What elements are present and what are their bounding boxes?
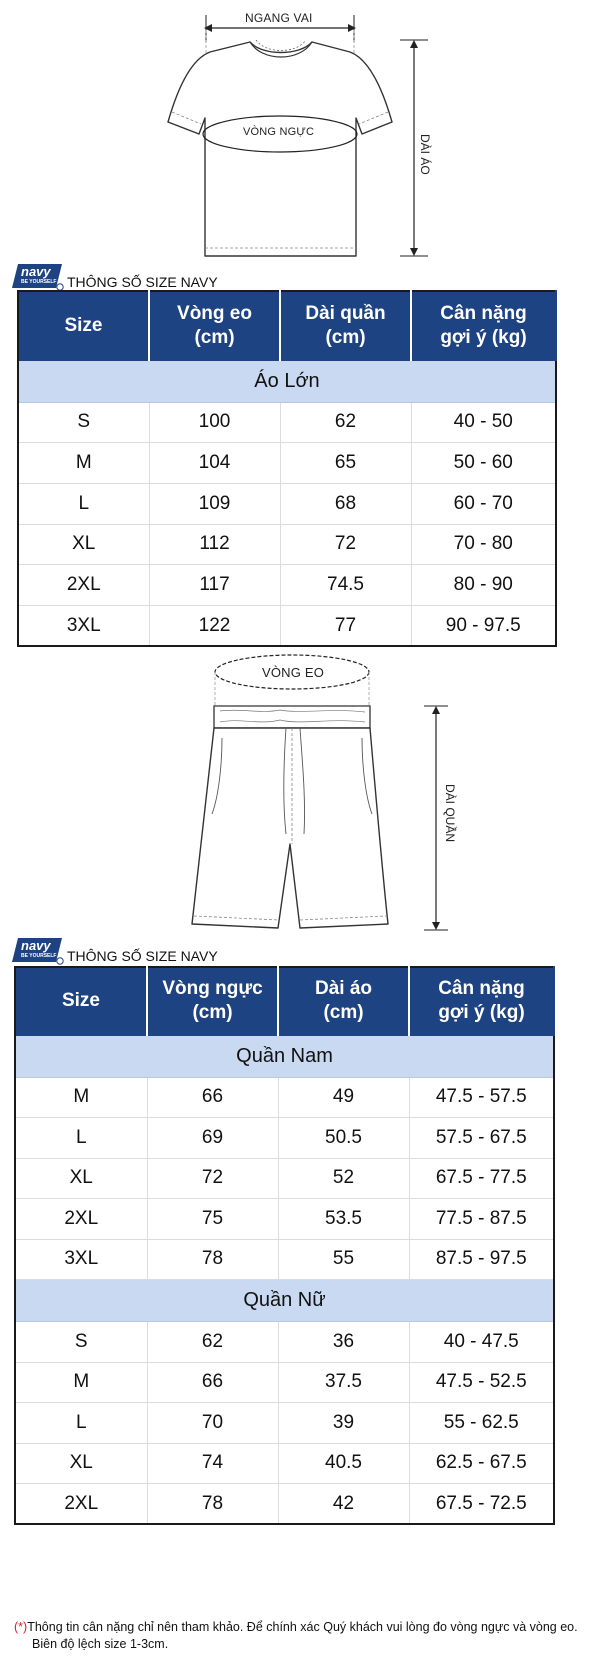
table-cell: 112 [149,524,280,565]
navy-logo [12,262,64,292]
shorts-length-label: DÀI QUẦN [443,784,457,843]
navy-logo [12,936,64,966]
table-row [18,402,556,443]
table-cell: 104 [149,443,280,484]
logo-tagline: BE YOURSELF [21,279,57,285]
table-row [15,1239,554,1280]
table-cell: S [18,402,149,443]
header-size: Size [18,291,149,360]
table-cell: 36 [278,1322,409,1363]
table-cell: 62 [147,1322,278,1363]
table-cell: 75 [147,1199,278,1240]
size-table-shorts [14,966,555,1525]
shorts-diagram [0,648,600,934]
table-row [15,1199,554,1240]
group-row [15,1035,554,1077]
table-cell: 49 [278,1077,409,1118]
size-table-tops [17,290,557,647]
footnote-marker: (*) [14,1620,28,1634]
logo-text: navy [21,938,51,953]
group-row [18,360,556,402]
table-cell: 68 [280,483,411,524]
header-weight: Cân nặng gợi ý (kg) [409,967,554,1035]
group-title: Áo Lớn [18,360,556,402]
table-cell: 67.5 - 77.5 [409,1158,554,1199]
table-cell: 66 [147,1362,278,1403]
table-row [15,1484,554,1525]
table-cell: 70 [147,1403,278,1444]
table-cell: 117 [149,565,280,606]
table-cell: 77 [280,605,411,646]
table-cell: 72 [280,524,411,565]
logo-text: navy [21,264,51,279]
table-cell: 80 - 90 [411,565,556,606]
table-cell: 42 [278,1484,409,1525]
header-weight: Cân nặng gợi ý (kg) [411,291,556,360]
table-heading: THÔNG SỐ SIZE NAVY [67,274,218,290]
table-cell: 74 [147,1443,278,1484]
shirt-diagram [0,0,600,262]
table-cell: 100 [149,402,280,443]
table-row [18,483,556,524]
table-cell: 87.5 - 97.5 [409,1239,554,1280]
table-cell: 65 [280,443,411,484]
table-cell: 74.5 [280,565,411,606]
table-cell: 69 [147,1118,278,1159]
table-cell: 47.5 - 57.5 [409,1077,554,1118]
table-row [18,524,556,565]
table-cell: 47.5 - 52.5 [409,1362,554,1403]
table-cell: 67.5 - 72.5 [409,1484,554,1525]
waist-label: VÒNG EO [262,665,325,680]
table-cell: 57.5 - 67.5 [409,1118,554,1159]
table-cell: 55 - 62.5 [409,1403,554,1444]
table-row [15,1322,554,1363]
table-cell: 2XL [15,1484,147,1525]
group-title: Quần Nam [15,1035,554,1077]
shirt-length-label: DÀI ÁO [418,134,432,175]
table-row [15,1158,554,1199]
table-cell: 39 [278,1403,409,1444]
table-cell: 2XL [15,1199,147,1240]
header-chest: Vòng ngực (cm) [147,967,278,1035]
table-cell: 77.5 - 87.5 [409,1199,554,1240]
table-cell: 50.5 [278,1118,409,1159]
group-title: Quần Nữ [15,1280,554,1322]
table-cell: XL [15,1158,147,1199]
table-cell: 109 [149,483,280,524]
table-cell: 40 - 50 [411,402,556,443]
table-cell: 3XL [15,1239,147,1280]
table-cell: M [15,1362,147,1403]
table-cell: 40 - 47.5 [409,1322,554,1363]
group-row [15,1280,554,1322]
table-cell: 53.5 [278,1199,409,1240]
table-cell: 40.5 [278,1443,409,1484]
shorts-illustration [0,648,600,934]
table-cell: 2XL [18,565,149,606]
header-length: Dài quần (cm) [280,291,411,360]
table-header-row [18,291,556,360]
table-cell: 60 - 70 [411,483,556,524]
footnote-line-1: Thông tin cân nặng chỉ nên tham khảo. Để chính xác Quý khách vui lòng đo vòng ngực và vòng eo. [27,1620,578,1634]
footnote-line-2: Biên độ lệch size 1-3cm. [32,1637,169,1651]
logo-tagline: BE YOURSELF [21,953,57,959]
table-cell: 52 [278,1158,409,1199]
table-cell: XL [18,524,149,565]
brand-heading [12,258,218,292]
table-cell: 122 [149,605,280,646]
table-row [15,1403,554,1444]
table-cell: 78 [147,1239,278,1280]
header-size: Size [15,967,147,1035]
table-cell: 37.5 [278,1362,409,1403]
table-cell: 72 [147,1158,278,1199]
chest-label: VÒNG NGỰC [243,126,315,138]
table-row [18,605,556,646]
table-cell: M [18,443,149,484]
header-waist: Vòng eo (cm) [149,291,280,360]
header-length: Dài áo (cm) [278,967,409,1035]
table-cell: 3XL [18,605,149,646]
shoulder-width-label: NGANG VAI [245,11,313,25]
footnote [14,1619,594,1653]
table-cell: L [15,1118,147,1159]
table-cell: 50 - 60 [411,443,556,484]
table-cell: S [15,1322,147,1363]
table-row [18,443,556,484]
table-cell: M [15,1077,147,1118]
table-cell: 62 [280,402,411,443]
table-cell: XL [15,1443,147,1484]
table-row [18,565,556,606]
table-row [15,1443,554,1484]
table-cell: L [18,483,149,524]
table-row [15,1362,554,1403]
table-cell: 55 [278,1239,409,1280]
table-cell: 90 - 97.5 [411,605,556,646]
table-cell: L [15,1403,147,1444]
brand-heading [12,932,218,966]
table-header-row [15,967,554,1035]
table-cell: 66 [147,1077,278,1118]
table-row [15,1118,554,1159]
table-row [15,1077,554,1118]
table-cell: 78 [147,1484,278,1525]
table-cell: 70 - 80 [411,524,556,565]
table-heading: THÔNG SỐ SIZE NAVY [67,948,218,964]
table-cell: 62.5 - 67.5 [409,1443,554,1484]
